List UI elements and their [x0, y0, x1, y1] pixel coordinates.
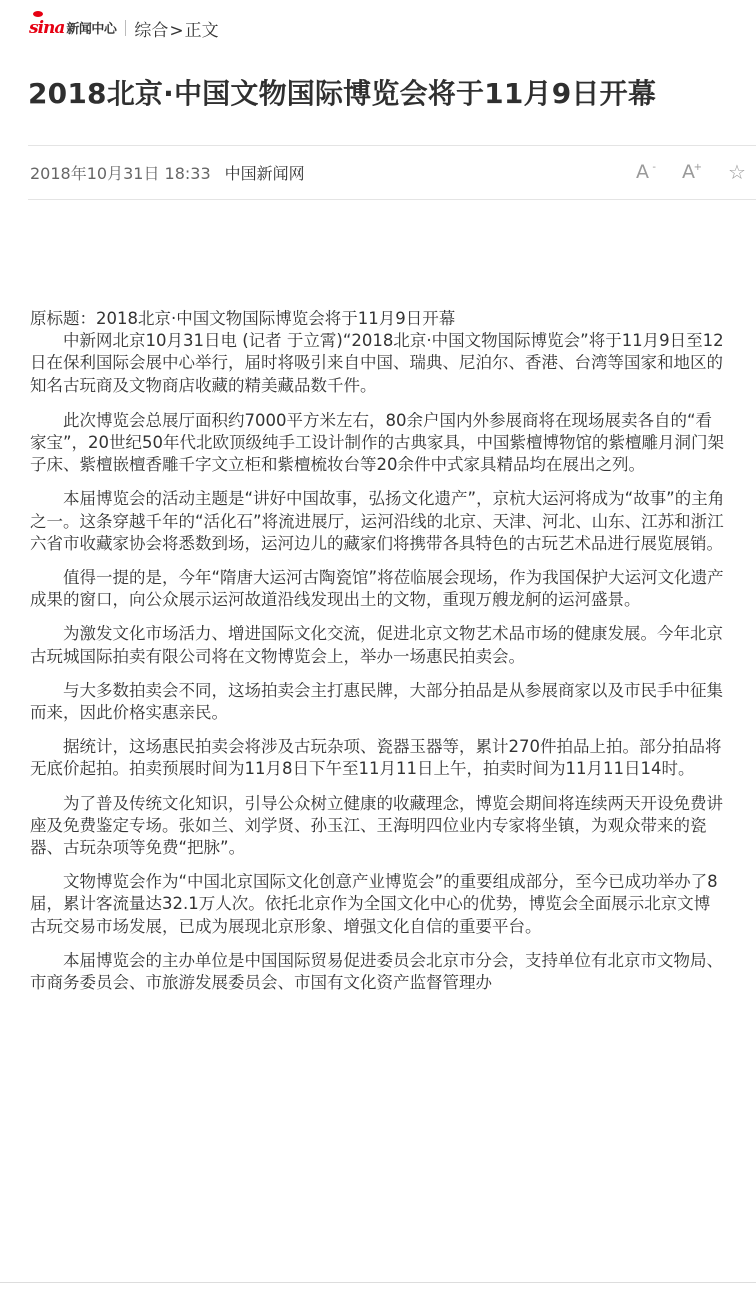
- meta-divider: [28, 199, 756, 200]
- article-tools: [636, 160, 746, 184]
- breadcrumb-section-link[interactable]: 综合: [134, 20, 169, 41]
- news-center-label: 新闻中心: [66, 22, 117, 37]
- article-paragraph: 与大多数拍卖会不同，这场拍卖会主打惠民牌，大部分拍品是从参展商家以及市民手中征集而来，因此价格实惠亲民。: [30, 680, 723, 723]
- source-link[interactable]: 中国新闻网: [224, 163, 305, 183]
- article-paragraph: 值得一提的是，今年“隋唐大运河古陶瓷馆”将莅临展会现场，作为我国保护大运河文化遗产成果的窗口，向公众展示运河故道沿线发现出土的文物，重现万艘龙舸的运河盛景。: [30, 568, 724, 610]
- page-title: 2018北京·中国文物国际博览会将于11月9日开幕: [28, 77, 657, 110]
- article-paragraph: 此次博览会总展厅面积约7000平方米左右，80余户国内外参展商将在现场展卖各自的“看家宝”，20世纪50年代北欧顶级纯手工设计制作的古典家具，中国紫檀博物馆的紫檀雕月洞门架子床、紫檀嵌檀香雕千字文立柜和紫檀梳妆台等20余件中式家具精品均在展出之列。: [30, 410, 725, 475]
- article-body: [30, 308, 726, 1006]
- article-meta: [30, 160, 305, 184]
- sina-news-logo[interactable]: [29, 18, 116, 38]
- breadcrumb-arrow: >: [169, 20, 184, 41]
- font-size-decrease-icon[interactable]: A -: [636, 161, 656, 183]
- article-paragraph: 为激发文化市场活力、增进国际文化交流，促进北京文物艺术品市场的健康发展。今年北京古玩城国际拍卖有限公司将在文物博览会上，举办一场惠民拍卖会。: [30, 624, 723, 666]
- article-paragraph: 中新网北京10月31日电 (记者 于立霄)“2018北京·中国文物国际博览会”将于11月9日至12日在保利国际会展中心举行，届时将吸引来自中国、瑞典、尼泊尔、香港、台湾等国家和地区的知名古玩商及文物商店收藏的精美藏品数千件。: [30, 331, 724, 395]
- star-icon[interactable]: ☆: [728, 160, 746, 184]
- article-paragraph: 为了普及传统文化知识，引导公众树立健康的收藏理念，博览会期间将连续两天开设免费讲座及免费鉴定专场。张如兰、刘学贤、孙玉江、王海明四位业内专家将坐镇，为观众带来的瓷器、古玩杂项等免费“把脉”。: [30, 793, 723, 858]
- font-size-increase-icon[interactable]: A +: [682, 161, 702, 183]
- article-paragraph: 本届博览会的主办单位是中国国际贸易促进委员会北京市分会，支持单位有北京市文物局、市商务委员会、市旅游发展委员会、市国有文化资产监督管理办: [30, 950, 723, 993]
- breadcrumb: [134, 16, 218, 41]
- article-paragraph: 文物博览会作为“中国北京国际文化创意产业博览会”的重要组成部分，至今已成功举办了8届，累计客流量达32.1万人次。依托北京作为全国文化中心的优势，博览会全面展示北京文博古玩交易市场发展，已成为展现北京形象、增强文化自信的重要平台。: [30, 872, 718, 936]
- sina-logo-icon: sina: [29, 18, 64, 38]
- header-bar: [29, 14, 219, 42]
- breadcrumb-current: 正文: [184, 20, 219, 41]
- title-divider: [28, 145, 756, 146]
- original-title: 原标题：2018北京·中国文物国际博览会将于11月9日开幕: [30, 309, 456, 328]
- logo-eye-mark: [33, 11, 43, 17]
- publish-date: 2018年10月31日 18:33: [30, 163, 211, 183]
- article-paragraph: 据统计，这场惠民拍卖会将涉及古玩杂项、瓷器玉器等，累计270件拍品上拍。部分拍品将无底价起拍。拍卖预展时间为11月8日下午至11月11日上午，拍卖时间为11月11日14时。: [30, 737, 722, 779]
- viewport-bottom-edge: [0, 1282, 756, 1283]
- breadcrumb-divider: [125, 20, 126, 36]
- article-paragraph: 本届博览会的活动主题是“讲好中国故事，弘扬文化遗产”，京杭大运河将成为“故事”的主角之一。这条穿越千年的“活化石”将流进展厅，运河沿线的北京、天津、河北、山东、江苏和浙江六省市收藏家协会将悉数到场，运河边儿的藏家们将携带各具特色的古玩艺术品进行展览展销。: [30, 489, 725, 553]
